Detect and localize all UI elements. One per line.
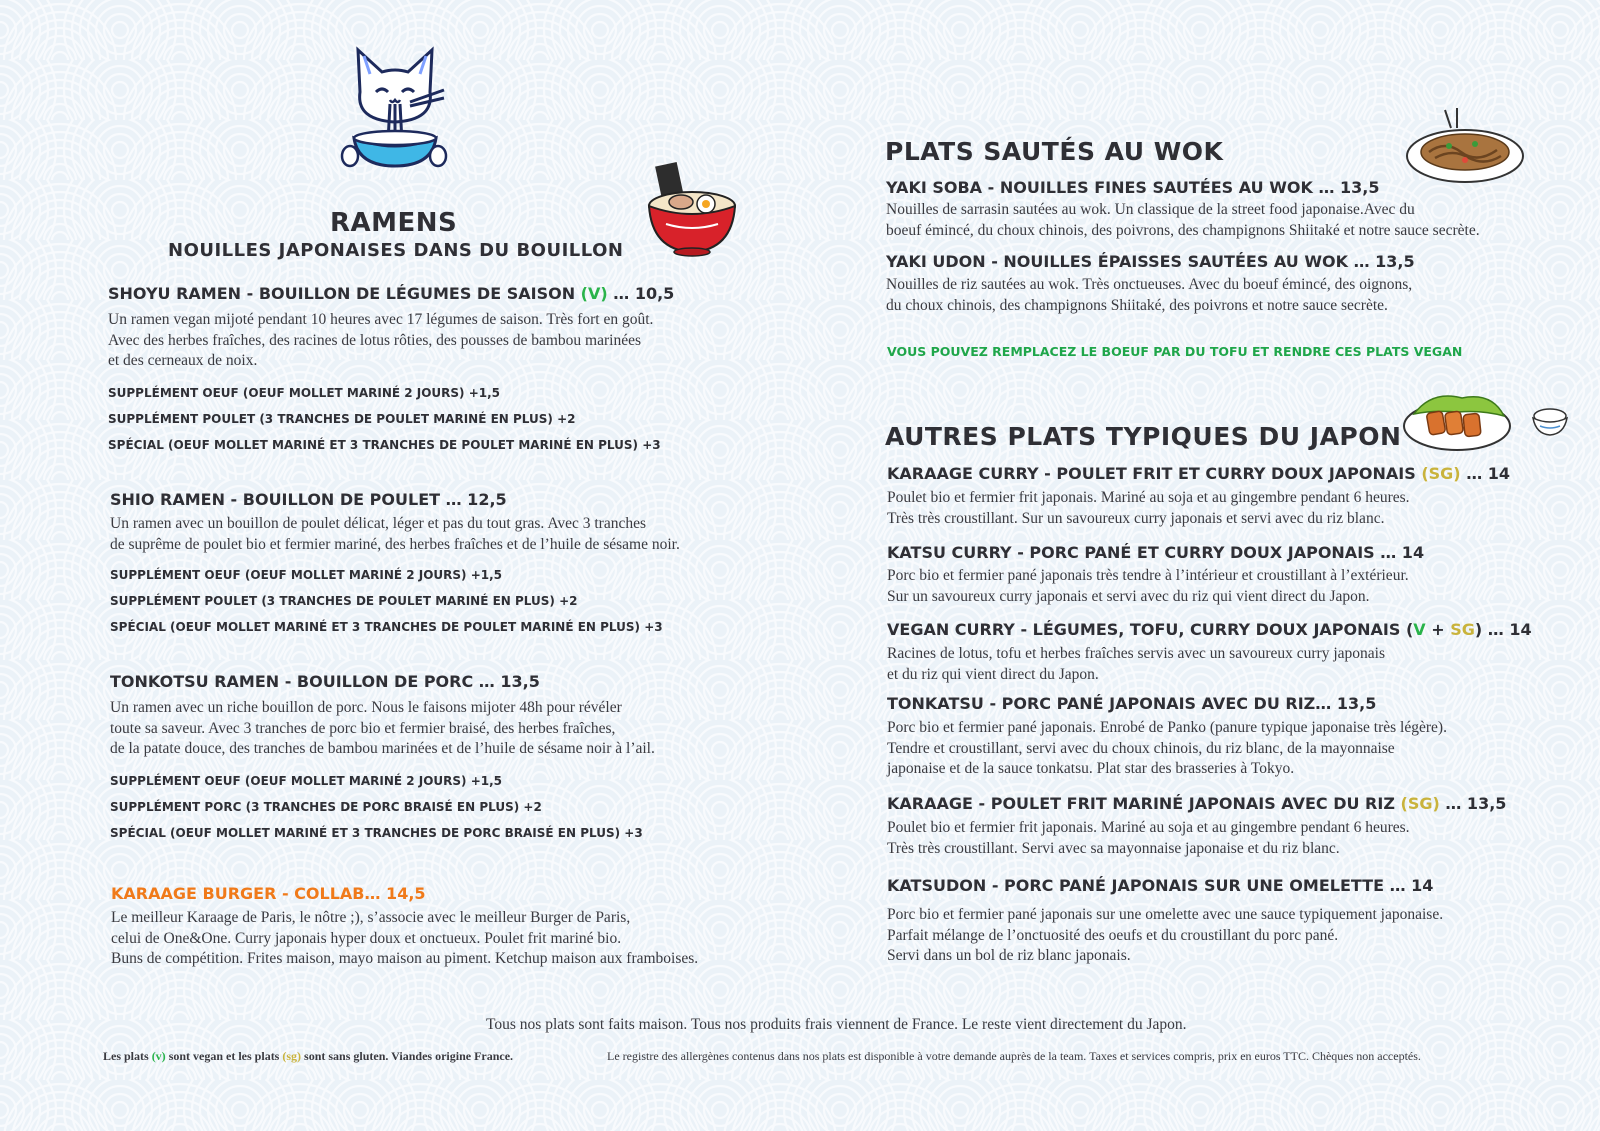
karaage-title: KARAAGE - POULET FRIT MARINÉ JAPONAIS AVEC DU RIZ (SG) … 13,5 [887,794,1507,813]
karaage-burger-description: Le meilleur Karaage de Paris, le nôtre ;), s’associe avec le meilleur Burger de Paris, celui de One&One. Curry japonais hyper doux et onctueux. Poulet frit mariné bio. Buns de compétition. Frites maison, mayo maison au piment. Ketchup maison aux framboises. [111,909,699,967]
vegan-curry-description: Racines de lotus, tofu et herbes fraîches servis avec un savoureux curry japonais et du riz qui vient direct du Japon. [887,645,1385,683]
tonkotsu-ramen-description: Un ramen avec un riche bouillon de porc. Nous le faisons mijoter 48h pour révéler toute sa saveur. Avec 3 tranches de porc bio et fermier braisé, des herbes fraîches, de la patate douce, des tranches de bambou marinées et de l’huile de sésame noir à l’ail. [110,699,655,757]
shio-supplement-chicken: SUPPLÉMENT POULET (3 TRANCHES DE POULET MARINÉ EN PLUS) +2 [110,594,578,608]
tonkotsu-supplement-egg: SUPPLÉMENT OEUF (OEUF MOLLET MARINÉ 2 JOURS) +1,5 [110,774,503,788]
yaki-udon-description: Nouilles de riz sautées au wok. Très onctueuses. Avec du boeuf émincé, des oignons, du choux chinois, des champignons Shiitaké, des poivrons et notre sauce secrète. [886,276,1413,314]
tonkatsu-title: TONKATSU - PORC PANÉ JAPONAIS AVEC DU RIZ… 13,5 [887,694,1377,713]
katsudon-description: Porc bio et fermier pané japonais sur une omelette avec une sauce typiquement japonaise. Parfait mélange de l’onctuosité des oeufs et du croustillant du porc pané. Servi dans un bol de riz blanc japonais. [887,906,1444,964]
shoyu-supplement-egg: SUPPLÉMENT OEUF (OEUF MOLLET MARINÉ 2 JOURS) +1,5 [108,386,501,400]
karaage-burger-title: KARAAGE BURGER - COLLAB… 14,5 [111,884,426,903]
shio-ramen-title: SHIO RAMEN - BOUILLON DE POULET … 12,5 [110,490,507,509]
katsudon-title: KATSUDON - PORC PANÉ JAPONAIS SUR UNE OMELETTE … 14 [887,876,1434,895]
karaage-description: Poulet bio et fermier frit japonais. Mariné au soja et au gingembre pendant 6 heures. Très très croustillant. Servi avec sa mayonnaise japonaise et du riz blanc. [887,819,1410,857]
shoyu-supplement-special: SPÉCIAL (OEUF MOLLET MARINÉ ET 3 TRANCHES DE POULET MARINÉ EN PLUS) +3 [108,438,661,452]
ramens-title: RAMENS [330,208,458,238]
tonkatsu-description: Porc bio et fermier pané japonais. Enrobé de Panko (panure typique japonaise très légère). Tendre et croustillant, servi avec du choux chinois, du riz blanc, de la mayonnaise japonaise et de la sauce tonkatsu. Plat star des brasseries à Tokyo. [887,719,1447,777]
footer-legend: Les plats (v) sont vegan et les plats (sg) sont sans gluten. Viandes origine France. [103,1049,514,1063]
shio-ramen-description: Un ramen avec un bouillon de poulet délicat, léger et pas du tout gras. Avec 3 tranches de suprême de poulet bio et fermier mariné, des herbes fraîches et de l’huile de sésame noir. [110,515,680,553]
autres-title: AUTRES PLATS TYPIQUES DU JAPON [885,422,1402,451]
shio-supplement-special: SPÉCIAL (OEUF MOLLET MARINÉ ET 3 TRANCHES DE POULET MARINÉ EN PLUS) +3 [110,620,663,634]
ramens-subtitle: NOUILLES JAPONAISES DANS DU BOUILLON [168,240,624,261]
yaki-udon-title: YAKI UDON - NOUILLES ÉPAISSES SAUTÉES AU WOK … 13,5 [886,252,1415,271]
vegan-curry-title: VEGAN CURRY - LÉGUMES, TOFU, CURRY DOUX JAPONAIS (V + SG) … 14 [887,620,1532,639]
katsu-curry-description: Porc bio et fermier pané japonais très tendre à l’intérieur et croustillant à l’extérieur. Sur un savoureux curry japonais et servi avec du riz qui vient direct du Japon. [887,567,1409,605]
footer-homemade-note: Tous nos plats sont faits maison. Tous nos produits frais viennent de France. Le reste vient directement du Japon. [486,1016,1187,1033]
footer-allergens-note: Le registre des allergènes contenus dans nos plats est disponible à votre demande auprès de la team. Taxes et services compris, prix en euros TTC. Chèques non acceptés. [607,1049,1421,1063]
right-section [800,0,1600,1131]
tonkotsu-supplement-special: SPÉCIAL (OEUF MOLLET MARINÉ ET 3 TRANCHES DE PORC BRAISÉ EN PLUS) +3 [110,826,643,840]
karaage-curry-description: Poulet bio et fermier frit japonais. Mariné au soja et au gingembre pendant 6 heures. Très très croustillant. Sur un savoureux curry japonais et servi avec du riz blanc. [887,489,1410,527]
karaage-curry-title: KARAAGE CURRY - POULET FRIT ET CURRY DOUX JAPONAIS (SG) … 14 [887,464,1511,483]
yaki-soba-title: YAKI SOBA - NOUILLES FINES SAUTÉES AU WOK … 13,5 [886,178,1380,197]
katsu-curry-title: KATSU CURRY - PORC PANÉ ET CURRY DOUX JAPONAIS … 14 [887,543,1425,562]
tonkotsu-supplement-pork: SUPPLÉMENT PORC (3 TRANCHES DE PORC BRAISÉ EN PLUS) +2 [110,800,542,814]
shoyu-supplement-chicken: SUPPLÉMENT POULET (3 TRANCHES DE POULET MARINÉ EN PLUS) +2 [108,412,576,426]
tonkotsu-ramen-title: TONKOTSU RAMEN - BOUILLON DE PORC … 13,5 [110,672,540,691]
shoyu-ramen-description: Un ramen vegan mijoté pendant 10 heures avec 17 légumes de saison. Très fort en goût. Avec des herbes fraîches, des racines de lotus rôties, des pousses de bambou marinées et des cerneaux de noix. [108,311,654,369]
yaki-soba-description: Nouilles de sarrasin sautées au wok. Un classique de la street food japonaise.Avec du boeuf émincé, du choux chinois, des poivrons, des champignons Shiitaké et notre sauce secrète. [886,201,1480,239]
tofu-substitution-note: VOUS POUVEZ REMPLACEZ LE BOEUF PAR DU TOFU ET RENDRE CES PLATS VEGAN [887,343,1463,359]
shoyu-ramen-title: SHOYU RAMEN - BOUILLON DE LÉGUMES DE SAISON (V) … 10,5 [108,284,675,303]
shio-supplement-egg: SUPPLÉMENT OEUF (OEUF MOLLET MARINÉ 2 JOURS) +1,5 [110,568,503,582]
wok-title: PLATS SAUTÉS AU WOK [885,137,1224,166]
